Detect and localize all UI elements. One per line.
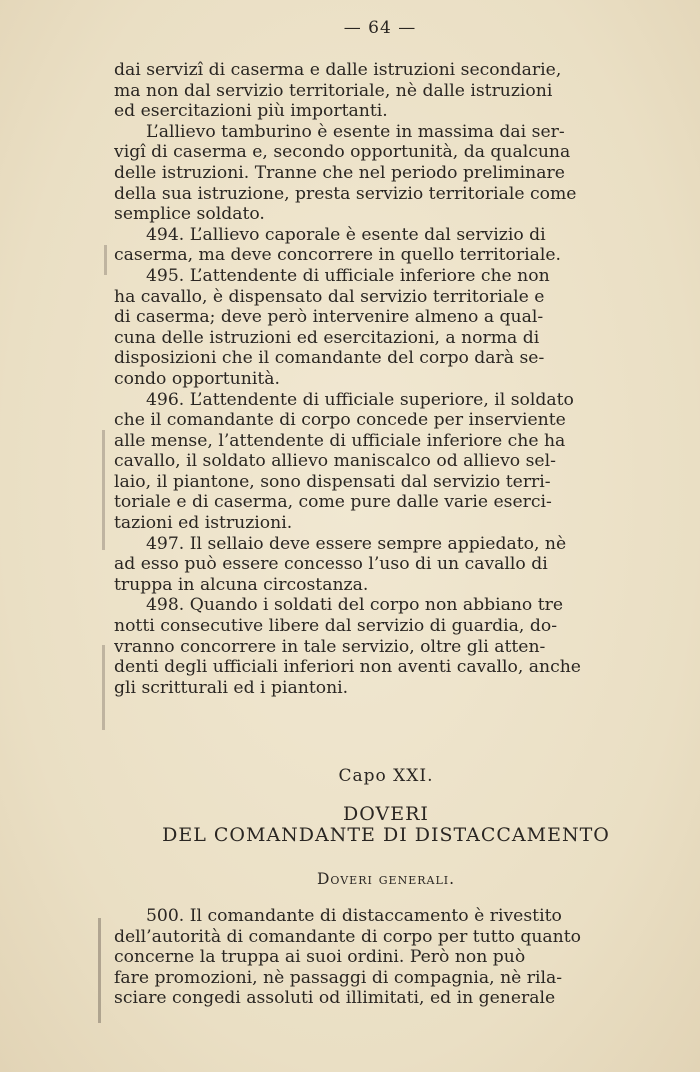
text-line: della sua istruzione, presta servizio territoriale come (114, 183, 577, 204)
text-line: vigî di caserma e, secondo opportunità, da qualcuna (114, 142, 571, 163)
text-line: laio, il piantone, sono dispensati dal servizio terri- (114, 471, 551, 492)
chapter-body-text (114, 906, 670, 1009)
article-500: 500. Il comandante di distaccamento è rivestito (146, 906, 562, 926)
text-line: fare promozioni, nè passaggi di compagnia, nè rila- (114, 967, 563, 988)
article-498: 498. Quando i soldati del corpo non abbiano tre (146, 595, 564, 616)
text-line: cavallo, il soldato allievo maniscalco od allievo sel- (114, 451, 556, 472)
text-line: dell’autorità di comandante di corpo per tutto quanto (114, 926, 582, 947)
margin-pencil-mark (98, 918, 101, 1023)
margin-pencil-mark (102, 645, 105, 730)
text-line: che il comandante di corpo concede per inserviente (114, 410, 566, 431)
text-line: notti consecutive libere dal servizio di guardia, do- (114, 616, 558, 637)
text-line: denti degli ufficiali inferiori non aventi cavallo, anche (114, 657, 581, 678)
text-line: cuna delle istruzioni ed esercitazioni, a norma di (114, 327, 540, 348)
page-number: — 64 — (343, 18, 417, 38)
text-line: ha cavallo, è dispensato dal servizio territoriale e (114, 286, 545, 307)
chapter-number: Capo XXI. (338, 766, 434, 786)
text-line: semplice soldato. (114, 204, 265, 225)
text-line: delle istruzioni. Tranne che nel periodo preliminare (114, 162, 565, 183)
text-line: concerne la truppa ai suoi ordini. Però non può (114, 947, 526, 968)
text-line: toriale e di caserma, come pure dalle varie eserci- (114, 492, 552, 513)
text-line: vranno concorrere in tale servizio, oltre gli atten- (114, 636, 546, 657)
text-line: di caserma; deve però intervenire almeno a qual- (114, 307, 544, 328)
margin-pencil-mark (104, 245, 107, 275)
text-line: condo opportunità. (114, 368, 280, 389)
text-line: alle mense, l’attendente di ufficiale inferiore che ha (114, 430, 566, 451)
text-line: tazioni ed istruzioni. (114, 513, 293, 534)
text-line: ma non dal servizio territoriale, nè dalle istruzioni (114, 80, 553, 101)
text-line: sciare congedi assoluti od illimitati, ed in generale (114, 988, 556, 1009)
text-line: dai servizî di caserma e dalle istruzioni secondarie, (114, 60, 562, 80)
text-line: gli scritturali ed i piantoni. (114, 677, 349, 698)
chapter-title-line1: DOVERI (343, 803, 429, 825)
text-line: disposizioni che il comandante del corpo darà se- (114, 348, 545, 369)
text-line: truppa in alcuna circostanza. (114, 574, 369, 595)
paragraph-start: L’allievo tamburino è esente in massima dai ser- (146, 121, 565, 142)
margin-pencil-mark (102, 430, 105, 550)
chapter-title-line2: DEL COMANDANTE DI DISTACCAMENTO (162, 824, 610, 846)
article-495: 495. L’attendente di ufficiale inferiore che non (146, 265, 550, 286)
text-line: caserma, ma deve concorrere in quello territoriale. (114, 245, 561, 266)
body-text (114, 60, 670, 698)
section-heading: Doveri generali. (316, 870, 456, 888)
article-494: 494. L’allievo caporale è esente dal servizio di (146, 224, 546, 245)
text-line: ad esso può essere concesso l’uso di un cavallo di (114, 554, 548, 575)
article-497: 497. Il sellaio deve essere sempre appiedato, nè (146, 533, 567, 554)
article-496: 496. L’attendente di ufficiale superiore, il soldato (146, 389, 574, 410)
text-line: ed esercitazioni più importanti. (114, 101, 388, 122)
